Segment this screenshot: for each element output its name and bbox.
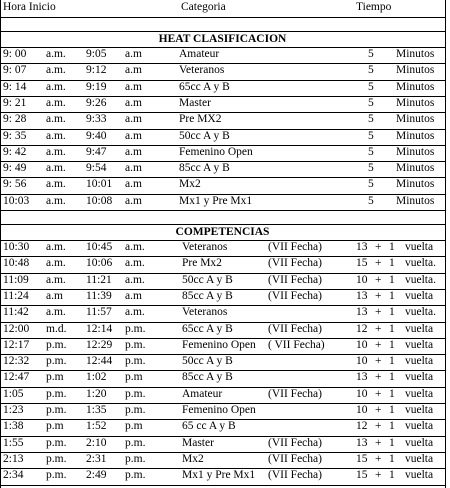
cell-fecha: (VII Fecha) bbox=[268, 257, 322, 270]
cell-extra: 1 bbox=[389, 322, 395, 335]
cell-unit: Minutos bbox=[396, 48, 435, 60]
cell-end: 9:12 bbox=[86, 64, 107, 77]
cell-cat: Mx1 y Pre Mx1 bbox=[182, 469, 256, 482]
cell-end: 9:19 bbox=[86, 80, 107, 93]
cell-extra: 1 bbox=[389, 241, 395, 253]
cell-laps: 15 bbox=[356, 257, 368, 270]
cell-laps: 13 bbox=[356, 371, 368, 384]
cell-cat: Veteranos bbox=[179, 64, 225, 77]
cell-sp: a.m. bbox=[46, 306, 66, 319]
table-row bbox=[0, 129, 445, 145]
cell-end: 9:26 bbox=[86, 96, 107, 109]
comp-section-title: COMPETENCIAS bbox=[175, 226, 270, 238]
cell-end: 11:57 bbox=[86, 306, 112, 319]
cell-plus: + bbox=[375, 420, 382, 433]
cell-ep: a.m bbox=[125, 162, 142, 175]
cell-n: 5 bbox=[368, 80, 374, 93]
cell-cat: 65cc A y B bbox=[182, 322, 233, 335]
cell-cat: Pre MX2 bbox=[179, 113, 222, 126]
cell-unit: vuelta bbox=[405, 387, 434, 400]
cell-sp: a.m. bbox=[46, 129, 66, 142]
cell-end: 10:01 bbox=[86, 178, 113, 191]
cell-start: 12:00 bbox=[3, 322, 30, 335]
cell-fecha: (VII Fecha) bbox=[268, 241, 322, 253]
header-categoria: Categoria bbox=[181, 1, 226, 13]
cell-sp: a.m. bbox=[46, 194, 66, 207]
cell-unit: Minutos bbox=[396, 178, 435, 191]
cell-extra: 1 bbox=[389, 420, 395, 433]
cell-end: 9:54 bbox=[86, 162, 107, 175]
table-row bbox=[0, 161, 445, 177]
cell-plus: + bbox=[375, 257, 382, 270]
cell-unit: vuelta bbox=[405, 355, 434, 368]
cell-extra: 1 bbox=[389, 387, 395, 400]
cell-unit: vuelta bbox=[405, 452, 434, 465]
cell-fecha: (VII Fecha) bbox=[268, 387, 322, 400]
cell-plus: + bbox=[375, 306, 382, 319]
cell-sp: a.m. bbox=[46, 178, 66, 191]
cell-start: 1:55 bbox=[3, 436, 24, 449]
header-tiempo: Tiempo bbox=[356, 1, 392, 13]
cell-cat: Mx2 bbox=[182, 452, 204, 465]
cell-unit: Minutos bbox=[396, 64, 435, 77]
cell-sp: p.m. bbox=[46, 387, 67, 400]
cell-extra: 1 bbox=[389, 338, 395, 351]
cell-unit: vuelta bbox=[405, 420, 434, 433]
table-row bbox=[0, 468, 445, 484]
header-hora-inicio: Hora Inicio bbox=[3, 1, 56, 13]
cell-plus: + bbox=[375, 371, 382, 384]
cell-ep: a.m bbox=[125, 289, 142, 302]
cell-fecha: (VII Fecha) bbox=[268, 452, 322, 465]
cell-ep: p.m. bbox=[125, 387, 146, 400]
cell-unit: vuelta bbox=[405, 436, 434, 449]
cell-fecha: (VII Fecha) bbox=[268, 436, 322, 449]
cell-laps: 10 bbox=[356, 387, 368, 400]
cell-start: 2:13 bbox=[3, 452, 24, 465]
cell-ep: a.m bbox=[125, 48, 142, 60]
cell-n: 5 bbox=[368, 129, 374, 142]
cell-laps: 10 bbox=[356, 338, 368, 351]
cell-cat: 85cc A y B bbox=[182, 371, 233, 384]
cell-end: 12:14 bbox=[86, 322, 113, 335]
cell-laps: 10 bbox=[356, 404, 368, 416]
cell-end: 12:29 bbox=[86, 338, 113, 351]
cell-extra: 1 bbox=[389, 404, 395, 416]
cell-ep: a.m. bbox=[125, 273, 145, 286]
cell-fecha: (VII Fecha) bbox=[268, 273, 322, 286]
cell-unit: Minutos bbox=[396, 113, 435, 126]
cell-end: 11:39 bbox=[86, 289, 112, 302]
cell-ep: p.m. bbox=[125, 469, 146, 482]
cell-sp: p.m. bbox=[46, 452, 67, 465]
cell-plus: + bbox=[375, 452, 382, 465]
cell-ep: a.m bbox=[125, 113, 142, 126]
cell-start: 9: 28 bbox=[3, 113, 27, 126]
cell-cat: Veteranos bbox=[182, 306, 228, 319]
comp-top-line bbox=[0, 224, 445, 225]
cell-start: 10:03 bbox=[3, 194, 30, 207]
table-row bbox=[0, 63, 445, 79]
cell-cat: Mx1 y Pre Mx1 bbox=[179, 194, 253, 207]
table-row bbox=[0, 403, 445, 419]
cell-unit: vuelta bbox=[405, 289, 434, 302]
cell-end: 1:02 bbox=[86, 371, 107, 384]
cell-extra: 1 bbox=[389, 273, 395, 286]
cell-sp: a.m. bbox=[46, 64, 66, 77]
cell-n: 5 bbox=[368, 145, 374, 158]
table-row bbox=[0, 177, 445, 193]
cell-cat: Femenino Open bbox=[179, 145, 253, 158]
cell-unit: vuelta bbox=[405, 404, 434, 416]
cell-end: 2:31 bbox=[86, 452, 107, 465]
cell-plus: + bbox=[375, 338, 382, 351]
cell-cat: Amateur bbox=[182, 387, 223, 400]
cell-n: 5 bbox=[368, 178, 374, 191]
right-border bbox=[445, 0, 446, 488]
table-row bbox=[0, 240, 445, 256]
cell-extra: 1 bbox=[389, 306, 395, 319]
table-row bbox=[0, 194, 445, 210]
cell-end: 9:47 bbox=[86, 145, 107, 158]
cell-end: 2:49 bbox=[86, 469, 107, 482]
table-row bbox=[0, 112, 445, 128]
cell-cat: 50cc A y B bbox=[179, 129, 230, 142]
cell-unit: vuelta bbox=[405, 338, 434, 351]
cell-cat: 65cc A y B bbox=[179, 80, 230, 93]
cell-start: 9: 35 bbox=[3, 129, 27, 142]
cell-sp: a.m. bbox=[46, 257, 66, 270]
cell-start: 9: 07 bbox=[3, 64, 27, 77]
cell-laps: 13 bbox=[356, 241, 368, 253]
table-header bbox=[0, 0, 450, 17]
cell-start: 9: 14 bbox=[3, 80, 27, 93]
table-row bbox=[0, 452, 445, 468]
cell-sp: p.m. bbox=[46, 436, 67, 449]
cell-plus: + bbox=[375, 404, 382, 416]
table-row bbox=[0, 305, 445, 321]
cell-unit: Minutos bbox=[396, 129, 435, 142]
cell-start: 2:34 bbox=[3, 469, 24, 482]
cell-start: 12:17 bbox=[3, 338, 30, 351]
cell-cat: Amateur bbox=[179, 48, 220, 60]
cell-cat: Master bbox=[182, 436, 214, 449]
cell-ep: p.m. bbox=[125, 338, 146, 351]
table-row bbox=[0, 354, 445, 370]
cell-start: 1:23 bbox=[3, 404, 24, 416]
cell-laps: 13 bbox=[356, 436, 368, 449]
cell-ep: p.m. bbox=[125, 322, 146, 335]
cell-sp: a.m. bbox=[46, 241, 66, 253]
cell-unit: Minutos bbox=[396, 162, 435, 175]
cell-extra: 1 bbox=[389, 469, 395, 482]
cell-ep: a.m bbox=[125, 80, 142, 93]
table-row bbox=[0, 322, 445, 338]
cell-sp: p.m. bbox=[46, 404, 67, 416]
cell-ep: p.m. bbox=[125, 355, 146, 368]
cell-laps: 13 bbox=[356, 289, 368, 302]
cell-n: 5 bbox=[368, 96, 374, 109]
cell-end: 9:05 bbox=[86, 48, 107, 60]
cell-fecha: (VII Fecha) bbox=[268, 469, 322, 482]
cell-extra: 1 bbox=[389, 436, 395, 449]
cell-sp: a.m. bbox=[46, 80, 66, 93]
cell-sp: p.m bbox=[46, 420, 64, 433]
cell-unit: Minutos bbox=[396, 194, 435, 207]
cell-unit: vuelta. bbox=[405, 257, 436, 270]
cell-extra: 1 bbox=[389, 289, 395, 302]
heat-top-line bbox=[0, 31, 445, 32]
cell-cat: 50cc A y B bbox=[182, 355, 233, 368]
cell-start: 1:38 bbox=[3, 420, 24, 433]
table-row bbox=[0, 338, 445, 354]
cell-start: 11:24 bbox=[3, 289, 29, 302]
cell-start: 12:47 bbox=[3, 371, 30, 384]
cell-end: 2:10 bbox=[86, 436, 107, 449]
cell-laps: 13 bbox=[356, 306, 368, 319]
cell-extra: 1 bbox=[389, 257, 395, 270]
cell-end: 10:06 bbox=[86, 257, 113, 270]
cell-extra: 1 bbox=[389, 371, 395, 384]
cell-fecha: (VII Fecha) bbox=[268, 322, 322, 335]
cell-fecha: (VII Fecha) bbox=[268, 289, 322, 302]
cell-unit: vuelta. bbox=[405, 306, 436, 319]
cell-plus: + bbox=[375, 241, 382, 253]
cell-laps: 15 bbox=[356, 469, 368, 482]
cell-cat: Pre Mx2 bbox=[182, 257, 222, 270]
cell-ep: a.m bbox=[125, 194, 142, 207]
cell-start: 10:30 bbox=[3, 241, 30, 253]
cell-sp: p.m. bbox=[46, 355, 67, 368]
cell-laps: 10 bbox=[356, 355, 368, 368]
cell-start: 12:32 bbox=[3, 355, 30, 368]
cell-end: 12:44 bbox=[86, 355, 113, 368]
cell-end: 10:45 bbox=[86, 241, 113, 253]
cell-ep: p.m. bbox=[125, 452, 146, 465]
cell-end: 1:35 bbox=[86, 404, 107, 416]
cell-ep: a.m. bbox=[125, 306, 145, 319]
cell-end: 1:20 bbox=[86, 387, 107, 400]
cell-sp: p.m bbox=[46, 371, 64, 384]
cell-unit: Minutos bbox=[396, 96, 435, 109]
cell-ep: a.m. bbox=[125, 241, 145, 253]
cell-cat: 50cc A y B bbox=[182, 273, 233, 286]
cell-ep: p.m. bbox=[125, 436, 146, 449]
cell-start: 10:48 bbox=[3, 257, 30, 270]
cell-fecha: ( VII Fecha) bbox=[268, 338, 325, 351]
cell-end: 9:33 bbox=[86, 113, 107, 126]
cell-cat: Femenino Open bbox=[182, 338, 256, 351]
cell-unit: vuelta bbox=[405, 241, 434, 253]
cell-ep: p.m bbox=[125, 371, 143, 384]
cell-sp: a.m. bbox=[46, 145, 66, 158]
row-line bbox=[0, 485, 445, 486]
cell-plus: + bbox=[375, 273, 382, 286]
cell-laps: 12 bbox=[356, 420, 368, 433]
cell-ep: a.m bbox=[125, 178, 142, 191]
cell-start: 9: 42 bbox=[3, 145, 27, 158]
cell-laps: 12 bbox=[356, 322, 368, 335]
cell-cat: 65 cc A y B bbox=[182, 420, 236, 433]
cell-unit: Minutos bbox=[396, 145, 435, 158]
cell-plus: + bbox=[375, 387, 382, 400]
cell-end: 11:21 bbox=[86, 273, 112, 286]
table-row bbox=[0, 370, 445, 386]
cell-n: 5 bbox=[368, 113, 374, 126]
table-row bbox=[0, 80, 445, 96]
cell-end: 9:40 bbox=[86, 129, 107, 142]
cell-plus: + bbox=[375, 436, 382, 449]
cell-sp: a.m. bbox=[46, 113, 66, 126]
cell-n: 5 bbox=[368, 162, 374, 175]
cell-sp: a.m. bbox=[46, 96, 66, 109]
cell-unit: vuelta. bbox=[405, 273, 436, 286]
table-row bbox=[0, 145, 445, 161]
row-line bbox=[0, 210, 445, 211]
cell-sp: p.m. bbox=[46, 338, 67, 351]
cell-laps: 15 bbox=[356, 452, 368, 465]
cell-unit: vuelta bbox=[405, 371, 434, 384]
table-row bbox=[0, 419, 445, 435]
cell-plus: + bbox=[375, 289, 382, 302]
table-row bbox=[0, 289, 445, 305]
cell-start: 9: 56 bbox=[3, 178, 27, 191]
cell-end: 10:08 bbox=[86, 194, 113, 207]
cell-plus: + bbox=[375, 355, 382, 368]
cell-plus: + bbox=[375, 322, 382, 335]
table-row bbox=[0, 436, 445, 452]
cell-n: 5 bbox=[368, 48, 374, 60]
cell-n: 5 bbox=[368, 194, 374, 207]
cell-unit: vuelta bbox=[405, 469, 434, 482]
cell-ep: p.m bbox=[125, 420, 143, 433]
cell-ep: a.m bbox=[125, 64, 142, 77]
table-row bbox=[0, 387, 445, 403]
cell-start: 11:42 bbox=[3, 306, 29, 319]
table-row bbox=[0, 273, 445, 289]
cell-sp: a.m. bbox=[46, 273, 66, 286]
cell-unit: Minutos bbox=[396, 80, 435, 93]
cell-extra: 1 bbox=[389, 355, 395, 368]
cell-sp: a.m bbox=[46, 289, 63, 302]
cell-start: 9: 49 bbox=[3, 162, 27, 175]
cell-start: 9: 00 bbox=[3, 48, 27, 60]
cell-sp: p.m. bbox=[46, 469, 67, 482]
cell-cat: 85cc A y B bbox=[182, 289, 233, 302]
cell-sp: a.m. bbox=[46, 48, 66, 60]
cell-start: 1:05 bbox=[3, 387, 24, 400]
cell-unit: vuelta bbox=[405, 322, 434, 335]
cell-cat: Master bbox=[179, 96, 211, 109]
cell-cat: Veteranos bbox=[182, 241, 228, 253]
cell-ep: a.m bbox=[125, 96, 142, 109]
header-line bbox=[0, 17, 445, 18]
cell-cat: Mx2 bbox=[179, 178, 201, 191]
cell-n: 5 bbox=[368, 64, 374, 77]
cell-start: 11:09 bbox=[3, 273, 29, 286]
cell-cat: 85cc A y B bbox=[179, 162, 230, 175]
table-row bbox=[0, 256, 445, 272]
heat-section-title: HEAT CLASIFICACION bbox=[158, 33, 287, 45]
cell-laps: 10 bbox=[356, 273, 368, 286]
cell-ep: p.m. bbox=[125, 404, 146, 416]
cell-cat: Femenino Open bbox=[182, 404, 256, 416]
cell-sp: a.m. bbox=[46, 162, 66, 175]
cell-plus: + bbox=[375, 469, 382, 482]
table-row bbox=[0, 96, 445, 112]
cell-start: 9: 21 bbox=[3, 96, 27, 109]
cell-end: 1:52 bbox=[86, 420, 107, 433]
cell-sp: m.d. bbox=[46, 322, 67, 335]
cell-ep: a.m bbox=[125, 145, 142, 158]
cell-extra: 1 bbox=[389, 452, 395, 465]
cell-ep: a.m bbox=[125, 129, 142, 142]
cell-ep: a.m. bbox=[125, 257, 145, 270]
table-row bbox=[0, 47, 445, 63]
